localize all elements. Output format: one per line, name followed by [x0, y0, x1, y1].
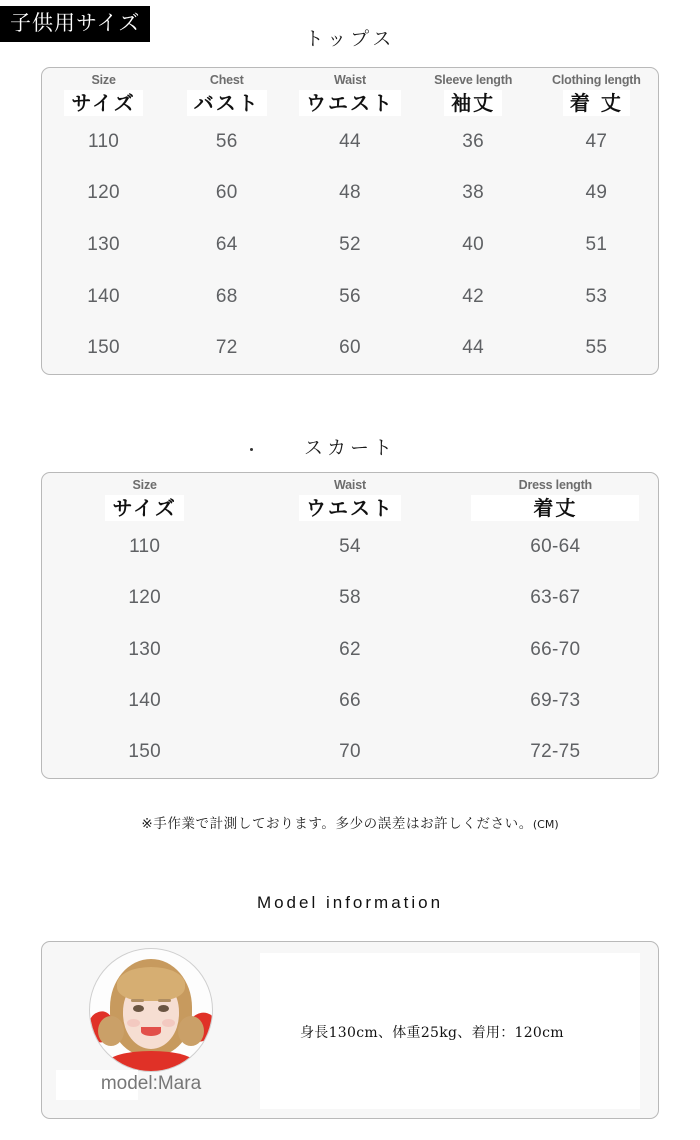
cell-size: 120	[128, 587, 161, 609]
cell-sleeve-length: 38	[462, 182, 485, 204]
column-header-jp: 着 丈	[563, 90, 630, 116]
measurement-unit: (CM)	[532, 818, 559, 831]
model-measurements: 身長130cm、体重25kg、着用：120cm	[300, 1025, 564, 1041]
hair-bun-right-icon	[178, 1016, 204, 1046]
column-header-size	[42, 473, 247, 521]
cell-dress-length: 60-64	[530, 535, 581, 557]
skirt-size-table	[42, 473, 658, 778]
measurement-note-text: ※手作業で計測しております。多少の誤差はお許しください。	[141, 816, 533, 832]
model-information-card	[41, 941, 659, 1119]
avatar	[89, 948, 213, 1072]
table-row	[42, 727, 658, 778]
tops-section-title: トップス	[304, 28, 396, 50]
cell-chest: 56	[215, 130, 238, 152]
measurement-note	[0, 812, 700, 832]
eye-left-icon	[133, 1005, 144, 1012]
table-row	[42, 573, 658, 624]
cell-waist: 48	[339, 182, 361, 204]
skirt-title-dot	[250, 448, 253, 451]
cell-waist: 62	[339, 638, 361, 660]
column-header-dress-length	[453, 473, 658, 521]
cell-chest: 68	[215, 285, 238, 307]
cell-clothing-length: 51	[585, 234, 608, 256]
cell-size: 110	[129, 535, 161, 557]
column-header-jp: 袖丈	[444, 90, 502, 116]
model-information-title: Model information	[256, 893, 444, 912]
cell-dress-length: 63-67	[530, 587, 581, 609]
cheek-right-icon	[162, 1019, 175, 1027]
cell-waist: 66	[339, 689, 361, 711]
cell-sleeve-length: 42	[462, 285, 485, 307]
table-header-row	[42, 68, 658, 116]
table-row	[42, 219, 658, 271]
cell-clothing-length: 47	[585, 130, 608, 152]
table-row	[42, 521, 658, 572]
tops-size-table-card	[41, 67, 659, 375]
cell-waist: 56	[339, 285, 361, 307]
model-avatar-wrap	[89, 948, 213, 1072]
cell-size: 140	[87, 285, 120, 307]
cell-size: 120	[87, 182, 120, 204]
column-header-jp: サイズ	[105, 495, 183, 521]
cell-chest: 60	[215, 182, 238, 204]
collar-icon	[107, 1051, 195, 1072]
column-header-en: Size	[91, 73, 116, 87]
child-size-badge: 子供用サイズ	[0, 6, 150, 42]
cell-size: 150	[128, 741, 161, 763]
cell-size: 140	[128, 689, 161, 711]
cell-dress-length: 66-70	[530, 638, 581, 660]
column-header-waist	[288, 68, 411, 116]
table-row	[42, 675, 658, 726]
table-row	[42, 322, 658, 374]
table-row	[42, 116, 658, 168]
model-name-caption: model:Mara	[100, 1073, 202, 1094]
cell-sleeve-length: 36	[462, 130, 485, 152]
cell-chest: 64	[215, 234, 238, 256]
cell-clothing-length: 53	[585, 285, 608, 307]
skirt-section-title: スカート	[303, 437, 396, 459]
column-header-jp: サイズ	[64, 90, 142, 116]
column-header-jp: ウエスト	[299, 90, 401, 116]
column-header-size	[42, 68, 165, 116]
column-header-jp: バスト	[187, 90, 267, 116]
cell-dress-length: 69-73	[530, 689, 581, 711]
cell-clothing-length: 55	[585, 337, 608, 359]
eyebrow-left-icon	[131, 999, 144, 1002]
cell-waist: 54	[339, 535, 361, 557]
hair-bun-left-icon	[98, 1016, 124, 1046]
skirt-size-table-card	[41, 472, 659, 779]
column-header-sleeve-length	[412, 68, 535, 116]
eyebrow-right-icon	[158, 999, 171, 1002]
column-header-waist	[247, 473, 452, 521]
column-header-jp: ウエスト	[299, 495, 401, 521]
column-header-clothing-length	[535, 68, 658, 116]
column-header-en: Sleeve length	[434, 73, 513, 87]
cell-waist: 70	[339, 741, 361, 763]
column-header-jp: 着丈	[471, 495, 639, 521]
cell-sleeve-length: 40	[462, 234, 485, 256]
table-row	[42, 624, 658, 675]
cell-dress-length: 72-75	[530, 741, 581, 763]
tops-size-table	[42, 68, 658, 374]
cell-waist: 58	[339, 587, 361, 609]
column-header-chest	[165, 68, 288, 116]
column-header-en: Clothing length	[552, 73, 641, 87]
cell-waist: 60	[339, 337, 361, 359]
table-row	[42, 168, 658, 220]
column-header-en: Dress length	[518, 478, 592, 492]
fringe-icon	[117, 967, 185, 1001]
cell-chest: 72	[215, 337, 238, 359]
cell-clothing-length: 49	[585, 182, 608, 204]
cell-size: 130	[87, 234, 120, 256]
cell-size: 110	[87, 130, 120, 152]
column-header-en: Chest	[209, 73, 244, 87]
table-row	[42, 271, 658, 323]
column-header-en: Size	[132, 478, 157, 492]
column-header-en: Waist	[334, 478, 366, 492]
cheek-left-icon	[127, 1019, 140, 1027]
cell-size: 130	[128, 638, 161, 660]
table-header-row	[42, 473, 658, 521]
column-header-en: Waist	[334, 73, 366, 87]
cell-waist: 52	[339, 234, 361, 256]
cell-sleeve-length: 44	[462, 337, 485, 359]
cell-waist: 44	[339, 130, 361, 152]
cell-size: 150	[87, 337, 120, 359]
mouth-icon	[141, 1027, 161, 1036]
